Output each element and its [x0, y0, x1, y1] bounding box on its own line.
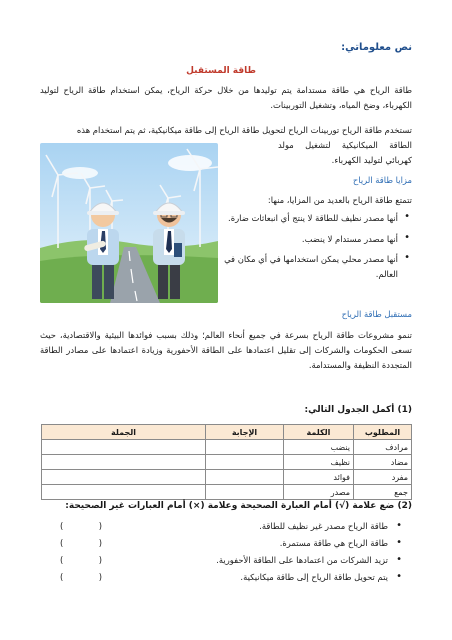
- answer-cell[interactable]: [206, 470, 284, 485]
- intro-paragraph: طاقة الرياح هي طاقة مستدامة يتم توليدها من خلال حركة الرياح، يمكن استخدام طاقة الرياح لتوليد الكهرباء، وضخ المياه، وتشغيل التوربينات.: [40, 85, 412, 110]
- section-heading: نص معلوماتي:: [341, 42, 412, 53]
- paren-close: ): [98, 555, 102, 565]
- sentence-cell[interactable]: [42, 485, 206, 500]
- table-row: [42, 470, 412, 485]
- list-item: • أنها مصدر محلي يمكن استخدامها في أي مكان في العالم.: [222, 252, 412, 281]
- table-header-row: [42, 425, 412, 440]
- paren-open: (: [60, 521, 64, 531]
- answer-cell[interactable]: [206, 485, 284, 500]
- future-heading: مستقبل طاقة الرياح: [341, 309, 412, 319]
- answer-cell[interactable]: [206, 440, 284, 455]
- answer-parentheses[interactable]: [60, 538, 102, 548]
- question-1-heading: (1) أكمل الجدول التالي:: [304, 405, 412, 415]
- table-cell: ينضب: [284, 440, 354, 455]
- table-cell: جمع: [354, 485, 412, 500]
- statement-text: تزيد الشركات من اعتمادها على الطاقة الأحفورية.: [216, 555, 388, 565]
- page-title: طاقة المستقبل: [186, 66, 256, 76]
- bullet-icon: •: [396, 571, 402, 582]
- paren-open: (: [60, 572, 64, 582]
- list-item: [60, 555, 402, 572]
- list-item: [60, 521, 402, 538]
- table-cell: فوائد: [284, 470, 354, 485]
- list-item: • أنها مصدر مستدام لا ينضب.: [222, 232, 412, 247]
- table-row: [42, 455, 412, 470]
- list-item: [60, 538, 402, 555]
- sentence-cell[interactable]: [42, 470, 206, 485]
- statement-text: طاقة الرياح هي طاقة مستمرة.: [279, 538, 388, 548]
- answer-cell[interactable]: [206, 455, 284, 470]
- table-header-cell: الكلمة: [284, 425, 354, 440]
- bullet-icon: •: [396, 537, 402, 548]
- table-cell: مفرد: [354, 470, 412, 485]
- paren-open: (: [60, 555, 64, 565]
- answer-parentheses[interactable]: [60, 555, 102, 565]
- bullet-icon: •: [396, 520, 402, 531]
- vocabulary-table: [41, 424, 412, 500]
- advantages-lead: تتمتع طاقة الرياح بالعديد من المزايا، منها:: [267, 195, 412, 205]
- bullet-icon: •: [396, 554, 402, 565]
- table-cell: نظيف: [284, 455, 354, 470]
- table-cell: مصدر: [284, 485, 354, 500]
- table-cell: مضاد: [354, 455, 412, 470]
- answer-parentheses[interactable]: [60, 572, 102, 582]
- question-2-heading: (2) ضع علامة (√) أمام العبارة الصحيحة وعلامة (×) أمام العبارات غير الصحيحة:: [65, 501, 412, 511]
- true-false-list: [60, 521, 402, 589]
- paragraph-2-line-1: تستخدم طاقة الرياح توربينات الرياح لتحويل طاقة الرياح إلى طاقة ميكانيكية، ثم يتم استخدام هذه: [76, 125, 412, 135]
- paren-open: (: [60, 538, 64, 548]
- statement-text: يتم تحويل طاقة الرياح إلى طاقة ميكانيكية.: [240, 572, 388, 582]
- table-row: [42, 485, 412, 500]
- table-row: [42, 440, 412, 455]
- sentence-cell[interactable]: [42, 440, 206, 455]
- table-header-cell: المطلوب: [354, 425, 412, 440]
- advantages-list: [222, 211, 412, 287]
- paren-close: ): [98, 572, 102, 582]
- table-header-cell: الإجابة: [206, 425, 284, 440]
- engineers-wind-turbines-illustration: [40, 143, 218, 303]
- statement-text: طاقة الرياح مصدر غير نظيف للطاقة.: [259, 521, 388, 531]
- table-cell: مرادف: [354, 440, 412, 455]
- advantages-heading: مزايا طاقة الرياح: [352, 175, 412, 185]
- list-item: • أنها مصدر نظيف للطاقة لا ينتج أي انبعاثات ضارة.: [222, 211, 412, 226]
- future-paragraph: تنمو مشروعات طاقة الرياح بسرعة في جميع أنحاء العالم؛ وذلك بسبب فوائدها البيئية والاقتصادية، حيث تسعى الحكومات والشركات إلى تقليل اعتمادها على الطاقة الأحفورية وزيادة اعتمادها على مصادر الطاقة المتجددة النظيفة والمستدامة.: [40, 330, 412, 370]
- list-item: [60, 572, 402, 589]
- sentence-cell[interactable]: [42, 455, 206, 470]
- paren-close: ): [98, 538, 102, 548]
- table-header-cell: الجملة: [42, 425, 206, 440]
- paren-close: ): [98, 521, 102, 531]
- paragraph-2-rest: الطاقة الميكانيكية لتشغيل مولد كهربائي لتوليد الكهرباء.: [278, 140, 412, 165]
- answer-parentheses[interactable]: [60, 521, 102, 531]
